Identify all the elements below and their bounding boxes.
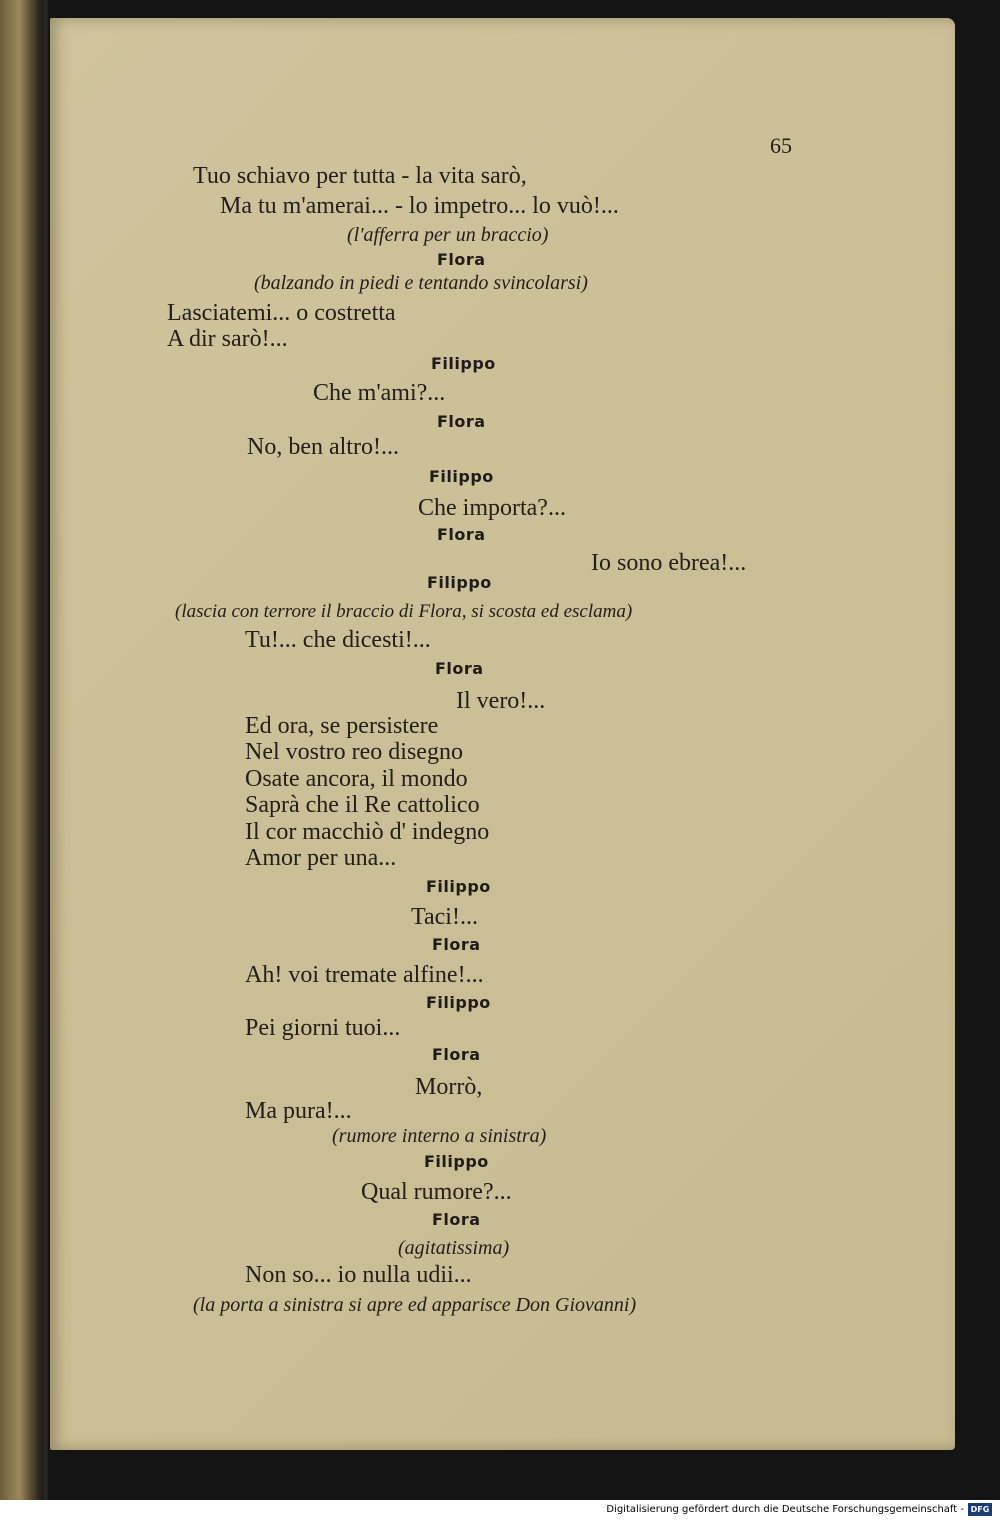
speaker-name: Flora: [432, 1210, 481, 1229]
verse-line: Amor per una...: [245, 845, 397, 871]
stage-direction: (balzando in piedi e tentando svincolarsi): [254, 272, 588, 294]
speaker-name: Flora: [432, 1045, 481, 1064]
verse-line: Io sono ebrea!...: [591, 550, 747, 576]
verse-line: Ma tu m'amerai... - lo impetro... lo vuò!...: [220, 193, 619, 219]
speaker-name: Filippo: [429, 467, 494, 486]
book-gutter: [36, 0, 44, 1500]
verse-line: Pei giorni tuoi...: [245, 1015, 401, 1041]
speaker-name: Flora: [435, 659, 484, 678]
speaker-name: Filippo: [431, 354, 496, 373]
speaker-name: Filippo: [427, 573, 492, 592]
verse-line: Non so... io nulla udii...: [245, 1262, 472, 1288]
verse-line: Osate ancora, il mondo: [245, 766, 468, 792]
stage-direction: (rumore interno a sinistra): [332, 1125, 547, 1147]
verse-line: Il cor macchiò d' indegno: [245, 819, 490, 845]
verse-line: Ma pura!...: [245, 1098, 352, 1124]
page-number: 65: [770, 133, 792, 158]
verse-line: Nel vostro reo disegno: [245, 739, 463, 765]
stage-direction: (lascia con terrore il braccio di Flora, si scosta ed esclama): [175, 601, 633, 622]
verse-line: Che importa?...: [418, 495, 566, 521]
speaker-name: Flora: [432, 935, 481, 954]
verse-line: Tu!... che dicesti!...: [245, 627, 431, 653]
verse-line: Che m'ami?...: [313, 380, 446, 406]
speaker-name: Filippo: [424, 1152, 489, 1171]
verse-line: Saprà che il Re cattolico: [245, 792, 480, 818]
verse-line: Ah! voi tremate alfine!...: [245, 962, 484, 988]
speaker-name: Filippo: [426, 993, 491, 1012]
stage-direction: (agitatissima): [398, 1237, 510, 1259]
verse-line: A dir sarò!...: [167, 326, 288, 352]
verse-line: Morrò,: [415, 1074, 483, 1100]
speaker-name: Filippo: [426, 877, 491, 896]
stage-direction: (l'afferra per un braccio): [347, 224, 549, 246]
scanned-page: [50, 18, 955, 1450]
footer-credit: Digitalisierung gefördert durch die Deutsche Forschungsgemeinschaft -: [606, 1504, 964, 1515]
verse-line: Ed ora, se persistere: [245, 713, 439, 739]
digitization-footer: [0, 1500, 1000, 1520]
speaker-name: Flora: [437, 250, 486, 269]
verse-line: Il vero!...: [456, 688, 546, 714]
speaker-name: Flora: [437, 525, 486, 544]
verse-line: Lasciatemi... o costretta: [167, 300, 396, 326]
stage-direction: (la porta a sinistra si apre ed apparisce Don Giovanni): [193, 1294, 637, 1316]
speaker-name: Flora: [437, 412, 486, 431]
verse-line: Taci!...: [411, 904, 478, 930]
verse-line: Tuo schiavo per tutta - la vita sarò,: [193, 163, 527, 189]
verse-line: Qual rumore?...: [361, 1179, 512, 1205]
dfg-logo: DFG: [968, 1503, 992, 1516]
verse-line: No, ben altro!...: [247, 434, 399, 460]
